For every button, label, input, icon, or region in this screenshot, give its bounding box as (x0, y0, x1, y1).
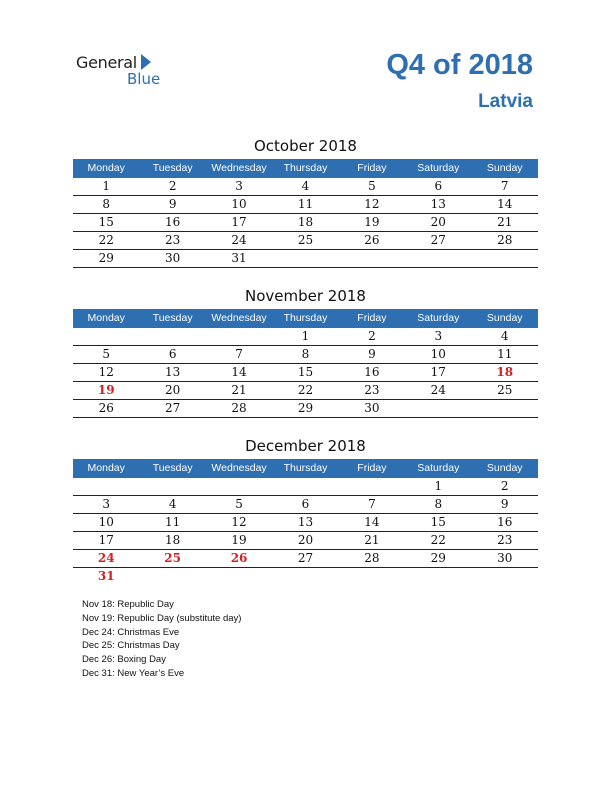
day-cell (139, 478, 205, 495)
day-cell: 11 (497, 347, 513, 361)
day-cell: 23 (164, 233, 181, 247)
day-cell (73, 328, 139, 345)
day-cell: 11 (164, 515, 181, 529)
day-cell: 17 (430, 365, 446, 379)
holiday-notes (82, 598, 241, 681)
month-title: November 2018 (245, 287, 366, 305)
weekday-label: Saturday (417, 462, 460, 474)
day-cell: 13 (164, 365, 181, 379)
day-cell: 6 (301, 497, 310, 511)
day-cell: 27 (297, 551, 314, 565)
day-cell: 8 (301, 347, 310, 361)
day-cell: 8 (102, 197, 111, 211)
day-cell: 24 (231, 233, 247, 247)
weekday-label: Monday (87, 162, 125, 174)
day-cell: 22 (430, 533, 446, 547)
day-cell: 16 (497, 515, 513, 529)
day-cell (73, 478, 139, 495)
week-row (73, 364, 538, 382)
day-cell (206, 328, 272, 345)
weekday-label: Monday (87, 312, 125, 324)
weekday-label: Wednesday (211, 162, 267, 174)
holiday-note: Dec 25: Christmas Day (82, 640, 180, 652)
day-cell: 16 (364, 365, 380, 379)
week-row (73, 400, 538, 418)
day-cell: 3 (102, 497, 111, 511)
day-cell: 16 (164, 215, 181, 229)
day-cell: 15 (430, 515, 446, 529)
day-cell: 21 (231, 383, 247, 397)
day-cell: 29 (430, 551, 446, 565)
day-cell (405, 400, 471, 417)
day-cell: 26 (230, 551, 248, 565)
day-cell: 2 (368, 329, 376, 343)
day-cell: 15 (297, 365, 314, 379)
day-cell: 23 (364, 383, 380, 397)
weekday-label: Tuesday (152, 312, 193, 324)
day-cell: 4 (301, 179, 310, 193)
day-cell: 22 (297, 383, 314, 397)
day-cell: 12 (231, 515, 247, 529)
day-cell (472, 568, 538, 585)
day-cell: 5 (368, 179, 376, 193)
week-row (73, 568, 538, 585)
day-cell: 27 (164, 401, 181, 415)
day-cell: 17 (98, 533, 114, 547)
day-cell: 18 (297, 215, 314, 229)
day-cell: 12 (98, 365, 114, 379)
week-row (73, 496, 538, 514)
day-cell: 3 (235, 179, 243, 193)
day-cell: 20 (430, 215, 446, 229)
weekday-label: Saturday (417, 162, 460, 174)
day-cell: 28 (364, 551, 380, 565)
day-cell: 30 (364, 401, 380, 415)
day-cell: 22 (98, 233, 114, 247)
day-cell: 14 (497, 197, 513, 211)
day-cell (339, 478, 405, 495)
day-cell: 18 (164, 533, 181, 547)
day-cell: 19 (231, 533, 247, 547)
day-cell: 21 (364, 533, 380, 547)
holiday-note: Dec 26: Boxing Day (82, 654, 166, 666)
week-row (73, 550, 538, 568)
logo-blue-text: Blue (127, 70, 161, 88)
day-cell: 19 (97, 383, 115, 397)
day-cell: 19 (364, 215, 380, 229)
month-title: October 2018 (254, 137, 357, 155)
day-cell (472, 400, 538, 417)
day-cell: 7 (500, 179, 509, 193)
day-cell: 18 (496, 365, 514, 379)
weekday-label: Sunday (486, 462, 523, 474)
day-cell: 13 (297, 515, 314, 529)
week-row (73, 232, 538, 250)
week-row (73, 214, 538, 232)
day-cell: 24 (430, 383, 446, 397)
holiday-note: Dec 31: New Year’s Eve (82, 667, 185, 679)
month-calendar (73, 285, 538, 418)
day-cell: 25 (497, 383, 513, 397)
day-cell (139, 568, 205, 585)
weekday-label: Friday (357, 312, 387, 324)
day-cell (272, 250, 338, 267)
weekday-label: Monday (87, 462, 125, 474)
weekday-label: Friday (357, 162, 387, 174)
day-cell: 10 (98, 515, 114, 529)
day-cell: 15 (98, 215, 114, 229)
day-cell: 26 (364, 233, 380, 247)
day-cell (472, 250, 538, 267)
day-cell: 8 (434, 497, 443, 511)
day-cell: 20 (297, 533, 314, 547)
day-cell: 31 (97, 569, 115, 583)
day-cell: 9 (500, 497, 509, 511)
weekday-label: Thursday (283, 162, 328, 174)
weekday-header (73, 309, 538, 328)
day-cell: 9 (368, 347, 376, 361)
day-cell: 21 (497, 215, 513, 229)
day-cell: 10 (231, 197, 247, 211)
day-cell (339, 250, 405, 267)
weekday-label: Sunday (486, 312, 523, 324)
day-cell: 6 (434, 179, 443, 193)
weekday-label: Sunday (486, 162, 523, 174)
weekday-label: Wednesday (211, 312, 267, 324)
day-cell (405, 568, 471, 585)
day-cell: 26 (98, 401, 114, 415)
day-cell: 9 (168, 197, 177, 211)
day-cell: 25 (297, 233, 314, 247)
week-row (73, 514, 538, 532)
weekday-label: Saturday (417, 312, 460, 324)
day-cell: 20 (164, 383, 181, 397)
weekday-header (73, 459, 538, 478)
week-row (73, 478, 538, 496)
week-row (73, 250, 538, 268)
day-cell: 2 (500, 479, 509, 493)
day-cell: 14 (364, 515, 380, 529)
day-cell: 6 (168, 347, 177, 361)
day-cell: 28 (497, 233, 513, 247)
day-cell: 4 (168, 497, 177, 511)
day-cell (206, 568, 272, 585)
weekday-label: Friday (357, 462, 387, 474)
month-calendar (73, 435, 538, 585)
month-title: December 2018 (245, 437, 366, 455)
day-cell (272, 568, 338, 585)
day-cell: 30 (164, 251, 181, 265)
week-row (73, 328, 538, 346)
logo-triangle-icon (141, 54, 151, 70)
weekday-label: Thursday (283, 462, 328, 474)
weekday-label: Tuesday (152, 162, 193, 174)
weekday-header (73, 159, 538, 178)
holiday-note: Nov 19: Republic Day (substitute day) (82, 612, 242, 624)
holiday-note: Dec 24: Christmas Eve (82, 626, 180, 638)
logo-general-text: General (76, 53, 137, 72)
day-cell (405, 250, 471, 267)
day-cell: 24 (97, 551, 115, 565)
day-cell: 23 (497, 533, 513, 547)
holiday-note: Nov 18: Republic Day (82, 599, 174, 610)
day-cell: 5 (102, 347, 111, 361)
day-cell: 5 (235, 497, 243, 511)
week-row (73, 196, 538, 214)
day-cell: 31 (231, 251, 247, 265)
weekday-label: Wednesday (211, 462, 267, 474)
weekday-label: Thursday (283, 312, 328, 324)
month-calendar (73, 135, 538, 268)
day-cell: 30 (497, 551, 513, 565)
country-name: Latvia (478, 91, 533, 112)
day-cell: 2 (168, 179, 177, 193)
day-cell: 3 (434, 329, 443, 343)
day-cell: 4 (500, 329, 509, 343)
day-cell: 29 (98, 251, 114, 265)
day-cell: 28 (231, 401, 247, 415)
day-cell: 12 (364, 197, 380, 211)
day-cell (339, 568, 405, 585)
day-cell: 25 (164, 551, 181, 565)
week-row (73, 382, 538, 400)
week-row (73, 346, 538, 364)
day-cell (139, 328, 205, 345)
day-cell: 29 (297, 401, 314, 415)
day-cell: 1 (102, 179, 111, 193)
week-row (73, 532, 538, 550)
day-cell: 27 (430, 233, 446, 247)
day-cell: 1 (301, 329, 310, 343)
week-row (73, 178, 538, 196)
day-cell (272, 478, 338, 495)
day-cell: 10 (430, 347, 446, 361)
logo (76, 53, 176, 89)
day-cell: 7 (368, 497, 376, 511)
day-cell: 11 (297, 197, 314, 211)
day-cell: 1 (434, 479, 443, 493)
day-cell: 13 (430, 197, 446, 211)
page-title: Q4 of 2018 (386, 49, 533, 81)
day-cell (206, 478, 272, 495)
day-cell: 14 (231, 365, 247, 379)
day-cell: 7 (235, 347, 243, 361)
day-cell: 17 (231, 215, 247, 229)
weekday-label: Tuesday (152, 462, 193, 474)
